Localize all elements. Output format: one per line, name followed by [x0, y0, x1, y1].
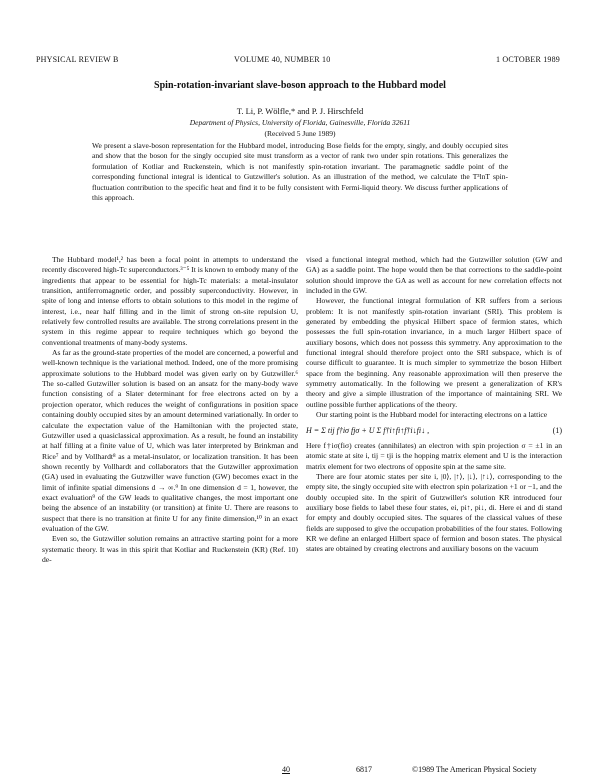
issue-date: 1 OCTOBER 1989 [496, 55, 560, 64]
journal-name: PHYSICAL REVIEW B [36, 55, 119, 64]
volume-number: VOLUME 40, NUMBER 10 [234, 55, 331, 64]
equation-text: H = Σ tij f†iσ fjσ + U Σ f†i↑fi↑f†i↓fi↓ , [306, 425, 430, 435]
paper-title: Spin-rotation-invariant slave-boson approach to the Hubbard model [154, 80, 446, 91]
footer-page-number: 6817 [356, 765, 372, 774]
footer-copyright: ©1989 The American Physical Society [412, 765, 537, 774]
received-date: (Received 5 June 1989) [264, 129, 336, 138]
equation-1 [306, 426, 562, 436]
paragraph: Our starting point is the Hubbard model for interacting electrons on a lattice [316, 410, 548, 420]
paragraph: Here f†iσ(fiσ) creates (annihilates) an electron with spin projection σ = ±1 in an atomic state at site i, tij = tji is the hopping matrix element and U is the interaction matrix element for two electrons of opposite spin at the same site. [306, 440, 562, 471]
abstract: We present a slave-boson representation for the Hubbard model, introducing Bose fields for the empty, singly, and doubly occupied sites and show that the boson for the singly occupied site must transform as a vector of rank two under spin rotations. This generalizes the formulation of Kotliar and Ruckenstein, which is not manifestly spin-rotation invariant. The paramagnetic saddle point of the corresponding functional integral is identical to Gutzwiller's solution. As an illustration of the method, we calculate the T³lnT spin-fluctuation contribution to the specific heat and find it to be fully consistent with Fermi-liquid theory. We discuss further applications of this approach. [92, 141, 508, 203]
paragraph: However, the functional integral formulation of KR suffers from a serious problem: It is not manifestly spin-rotation invariant (SRI). This problem is generated by embedding the physical Hilbert space of fermion states, which possesses the full spin-rotation invariance, in a much larger Hilbert space of auxiliary bosons, which does not possess this symmetry. Any approximation to the functional integral should therefore project onto the SRI subspace, which is of course difficult to guarantee. It is much simpler to symmetrize the boson Hilbert space from the beginning. Any reasonable approximation will then preserve the symmetry automatically. In the following we present a generalization of KR's theory and give a simple illustration of the importance of maintaining SRI. We outline possible further applications of the theory. [306, 296, 562, 409]
paragraph: As far as the ground-state properties of the model are concerned, a powerful and well-known technique is the variational method. Indeed, one of the more promising approximate solutions to the Hubbard model was given early on by Gutzwiller.⁶ The so-called Gutzwiller solution is based on an ansatz for the many-body wave function consisting of a Slater determinant for free electrons acted on by a projection operator, which reduces the weight of configurations in position space containing doubly occupied sites by an amount determined variationally. In order to calculate the expectation value of the Hamiltonian with the projected state, Gutzwiller used a quasiclassical approximation. As a result, he found an instability at half filling at a finite value of U, which was later interpreted by Brinkman and Rice⁷ and by Vollhardt⁸ as a metal-insulator, or localization transition. It has been shown recently by Vollhardt and collaborators that the Gutzwiller approximation (GA) used in evaluating the Gutzwiller wave function (GW) becomes exact in the limit of infinite spatial dimensions d → ∞.⁹ In one dimension d = 1, however, the exact evaluation⁹ of the GW leads to qualitative changes, the most important one being the absence of an instability (or transition) at finite U. There are reasons to suspect that there is no transition at finite U for any finite dimension,¹⁰ in an exact evaluation of the GW. [42, 348, 298, 533]
paragraph: The Hubbard model¹,² has been a focal point in attempts to understand the recently discovered high-Tc superconductors.³⁻⁵ It is known to embody many of the ingredients that appear to be essential for high-Tc materials: a metal-insulator transition, antiferromagnetic order, and possibly superconductivity. However, in spite of long and intense efforts to obtain solutions to this model in the regime of interest, i.e., near half filling and in the limit of strong on-site repulsion U, relatively few controlled results are available. The strong correlations present in the system in this regime appear to require techniques which go beyond the conventional treatments of many-body systems. [42, 255, 298, 347]
affiliation: Department of Physics, University of Florida, Gainesville, Florida 32611 [189, 118, 411, 127]
paragraph: There are four atomic states per site i, |0⟩, |↑⟩, |↓⟩, |↑↓⟩, corresponding to the empty site, the singly occupied site with electron spin polarization +1 or −1, and the doubly occupied site. In the spirit of Gutzwiller's solution KR introduced four auxiliary bose fields to label these four states, ei, pi↑, pi↓, di. Here ei and di stand for empty and doubly occupied sites. The squares of the classical values of these fields are supposed to give the occupation probabilities of the four states. Following KR we define an enlarged Hilbert space of fermion and boson states. The physical states are obtained by creating electrons and auxiliary bosons on the vacuum [306, 471, 562, 554]
running-header [36, 55, 560, 67]
right-column [306, 255, 562, 555]
equation-number: (1) [552, 425, 562, 435]
authors: T. Li, P. Wölfle,* and P. J. Hirschfeld [236, 106, 364, 116]
paragraph: vised a functional integral method, which had the Gutzwiller solution (GW and GA) as a saddle point. The hope would then be that corrections to the saddle-point solution should improve the GA as well as account for new correlation effects not included in the GW. [306, 255, 562, 296]
left-column [42, 255, 298, 565]
footer-volume: 40 [282, 765, 290, 774]
paragraph: Even so, the Gutzwiller solution remains an attractive starting point for a more systematic theory. It was in this spirit that Kotliar and Ruckenstein (KR) (Ref. 10) de- [42, 534, 298, 564]
